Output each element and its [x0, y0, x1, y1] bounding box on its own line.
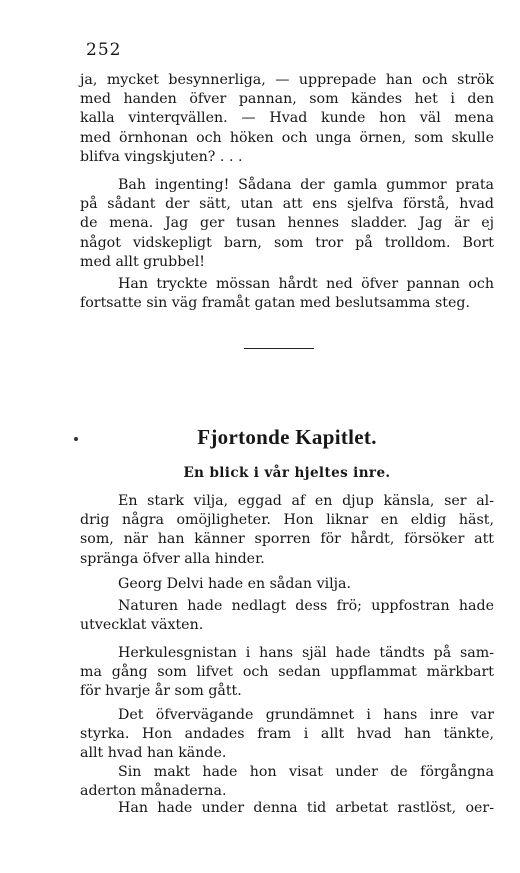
text-line: med örnhonan och höken och unga örnen, som skulle — [80, 129, 494, 146]
text-line: utvecklat växten. — [80, 617, 204, 634]
text-line: Det öfvervägande grundämnet i hans inre var — [118, 707, 494, 723]
text-line: aderton månaderna. — [80, 783, 227, 800]
paragraph — [80, 575, 494, 594]
page-number: 252 — [86, 40, 122, 60]
text-line: En stark vilja, eggad af en djup känsla, ser al- — [118, 493, 494, 509]
text-line: något vidskepligt barn, som tror på trolldom. Bort — [80, 234, 494, 251]
text-line: Sin makt hade hon visat under de förgångna — [118, 764, 494, 780]
text-line: Han hade under denna tid arbetat rastlöst, oer- — [118, 800, 494, 816]
paragraph — [80, 644, 494, 702]
text-line: kalla vinterqvällen. — Hvad kunde hon väl mena — [80, 110, 494, 127]
text-line: ma gång som lifvet och sedan uppflammat märkbart — [80, 664, 494, 681]
text-line: fortsatte sin väg framåt gatan med beslutsamma steg. — [80, 295, 470, 312]
text-line: Herkulesgnistan i hans själ hade tändts på sam- — [118, 645, 494, 661]
text-line: på sådant der sätt, utan att ens sjelfva förstå, hvad — [80, 196, 494, 213]
paragraph — [80, 799, 494, 818]
text-line: Naturen hade nedlagt dess frö; uppfostran hade — [118, 598, 494, 614]
text-line: Georg Delvi hade en sådan vilja. — [118, 576, 352, 592]
text-line: styrka. Hon andades fram i allt hvad han tänkte, — [80, 726, 494, 743]
text-line: allt hvad han kände. — [80, 745, 227, 762]
margin-dot — [74, 437, 78, 441]
text-line: drig några omöjligheter. Hon liknar en eldig häst, — [80, 512, 494, 529]
chapter-subtitle: En blick i vår hjeltes inre. — [183, 465, 391, 481]
paragraph — [80, 706, 494, 764]
paragraph-continuation — [80, 71, 494, 167]
paragraph — [80, 492, 494, 569]
text-line: de mena. Jag ger tusan hennes sladder. Jag är ej — [80, 215, 494, 232]
text-line: Bah ingenting! Sådana der gamla gummor prata — [118, 177, 494, 193]
text-line: som, när han känner sporren för hårdt, försöker att — [80, 531, 494, 548]
text-line: ja, mycket besynnerliga, — upprepade han och strök — [80, 72, 494, 88]
section-divider — [244, 348, 314, 349]
text-line: Han tryckte mössan hårdt ned öfver pannan och — [118, 276, 494, 292]
paragraph — [80, 275, 494, 313]
paragraph — [80, 176, 494, 272]
paragraph — [80, 597, 494, 635]
paragraph — [80, 763, 494, 801]
text-line: blifva vingskjuten? . . . — [80, 148, 243, 165]
text-line: med handen öfver pannan, som kändes het i den — [80, 91, 494, 108]
text-line: spränga öfver alla hinder. — [80, 550, 265, 567]
text-line: med allt grubbel! — [80, 253, 205, 270]
chapter-title: Fjortonde Kapitlet. — [197, 425, 377, 449]
text-line: för hvarje år som gått. — [80, 683, 242, 700]
